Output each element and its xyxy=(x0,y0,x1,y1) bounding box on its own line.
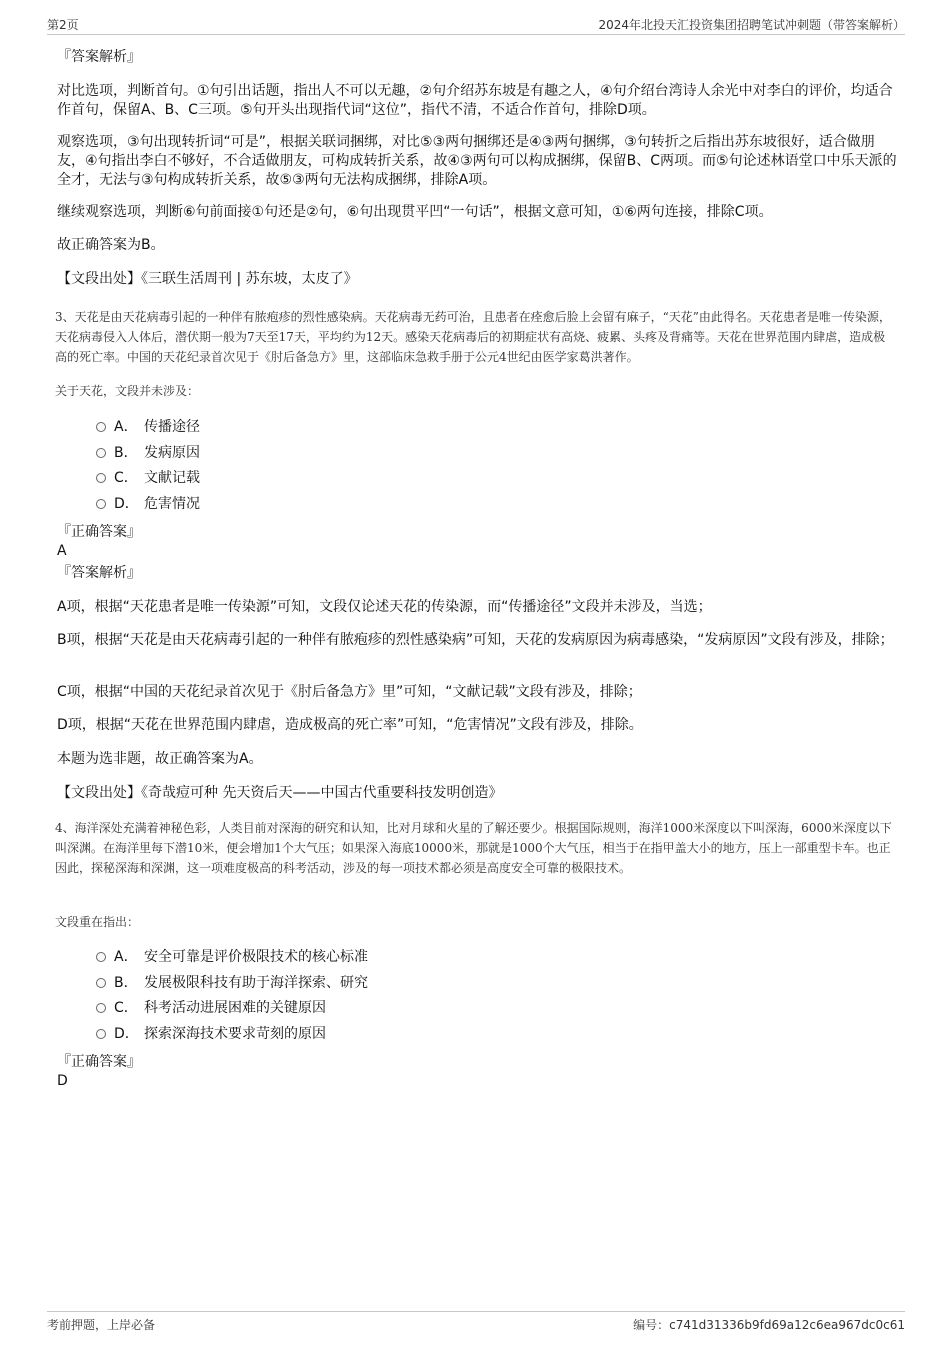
q4-correct-label: 『正确答案』 xyxy=(57,1054,141,1070)
radio-icon[interactable] xyxy=(96,952,106,962)
q3-source: 【文段出处】《奇哉痘可种 先天资后天——中国古代重要科技发明创造》 xyxy=(57,785,503,801)
q2-analysis-p2: 观察选项，③句出现转折词“可是”，根据关联词捆绑，对比⑤③两句捆绑还是④③两句捆绑，③句转折之后指出苏东坡很好，适合做朋友，④句指出李白不够好，不合适做朋友，可构成转折关系，故④③两句可以构成捆绑，保留B、C两项。而⑤句论述林语堂口中乐天派的全才，无法与③句构成转折关系，故⑤③两句无法构成捆绑，排除A项。 xyxy=(57,134,897,188)
q2-analysis-p4: 故正确答案为B。 xyxy=(57,237,165,253)
q2-analysis-p1: 对比选项，判断首句。①句引出话题，指出人不可以无趣，②句介绍苏东坡是有趣之人，④句介绍台湾诗人余光中对李白的评价，均适合作首句，保留A、B、C三项。⑤句开头出现指代词“这位”，指代不清，不适合作首句，排除D项。 xyxy=(57,83,893,118)
q4-correct-answer: D xyxy=(57,1073,68,1089)
q3-option-a[interactable]: A． 传播途径 xyxy=(96,417,200,443)
q3-analysis-c: C项，根据“中国的天花纪录首次见于《肘后备急方》里”可知，“文献记载”文段有涉及，排除； xyxy=(57,684,642,700)
q3-correct-answer: A xyxy=(57,543,67,559)
page-number: 第2页 xyxy=(47,18,79,32)
q3-analysis-d: D项，根据“天花在世界范围内肆虐，造成极高的死亡率”可知，“危害情况”文段有涉及，排除。 xyxy=(57,717,643,733)
page-header xyxy=(47,14,905,35)
radio-icon[interactable] xyxy=(96,978,106,988)
q3-options xyxy=(96,417,200,520)
q2-analysis-label: 『答案解析』 xyxy=(57,49,141,65)
q4-option-b[interactable]: B． 发展极限科技有助于海洋探索、研究 xyxy=(96,973,368,999)
radio-icon[interactable] xyxy=(96,1029,106,1039)
document-title: 2024年北投天汇投资集团招聘笔试冲刺题（带答案解析） xyxy=(598,18,905,32)
radio-icon[interactable] xyxy=(96,499,106,509)
q2-analysis-p3: 继续观察选项，判断⑥句前面接①句还是②句，⑥句出现贯平凹“一句话”，根据文意可知，①⑥两句连接，排除C项。 xyxy=(57,204,773,220)
radio-icon[interactable] xyxy=(96,448,106,458)
q3-analysis-b: B项，根据“天花是由天花病毒引起的一种伴有脓疱疹的烈性感染病”可知，天花的发病原因为病毒感染，“发病原因”文段有涉及，排除； xyxy=(57,632,894,648)
radio-icon[interactable] xyxy=(96,1003,106,1013)
q4-text: 4、海洋深处充满着神秘色彩，人类目前对深海的研究和认知，比对月球和火星的了解还要少。根据国际规则，海洋1000米深度以下叫深海，6000米深度以下叫深渊。在海洋里每下潜10米，便会增加1个大气压；如果深入海底10000米，那就是1000个大气压，相当于在指甲盖大小的地方，压上一部重型卡车。也正因此，探秘深海和深渊，这一项难度极高的科考活动，涉及的每一项技术都必须是高度安全可靠的极限技术。 xyxy=(55,821,892,875)
document-code: 编号：c741d31336b9fd69a12c6ea967dc0c61 xyxy=(633,1318,905,1332)
q3-option-d[interactable]: D． 危害情况 xyxy=(96,494,200,520)
q4-option-d[interactable]: D． 探索深海技术要求苛刻的原因 xyxy=(96,1024,368,1050)
q4-prompt: 文段重在指出： xyxy=(55,915,140,929)
radio-icon[interactable] xyxy=(96,473,106,483)
q3-correct-label: 『正确答案』 xyxy=(57,524,141,540)
q2-source: 【文段出处】《三联生活周刊 | 苏东坡，太皮了》 xyxy=(57,271,358,287)
q4-options xyxy=(96,947,368,1050)
q3-option-b[interactable]: B． 发病原因 xyxy=(96,443,200,469)
radio-icon[interactable] xyxy=(96,422,106,432)
q3-prompt: 关于天花，文段并未涉及： xyxy=(55,384,200,398)
q3-analysis-label: 『答案解析』 xyxy=(57,565,141,581)
q4-option-a[interactable]: A． 安全可靠是评价极限技术的核心标准 xyxy=(96,947,368,973)
footer-slogan: 考前押题，上岸必备 xyxy=(47,1318,156,1332)
q3-analysis-conclusion: 本题为选非题，故正确答案为A。 xyxy=(57,751,263,767)
q4-option-c[interactable]: C． 科考活动进展困难的关键原因 xyxy=(96,998,368,1024)
q3-text: 3、天花是由天花病毒引起的一种伴有脓疱疹的烈性感染病。天花病毒无药可治，且患者在痊愈后脸上会留有麻子，“天花”由此得名。天花患者是唯一传染源，天花病毒侵入人体后，潜伏期一般为7天至17天，平均约为12天。感染天花病毒后的初期症状有高烧、疲累、头疼及背痛等。天花在世界范围内肆虐，造成极高的死亡率。中国的天花纪录首次见于《肘后备急方》里，这部临床急救手册于公元4世纪由医学家葛洪著作。 xyxy=(55,310,891,364)
q3-analysis-a: A项，根据“天花患者是唯一传染源”可知，文段仅论述天花的传染源，而“传播途径”文段并未涉及，当选； xyxy=(57,599,712,615)
q3-option-c[interactable]: C． 文献记载 xyxy=(96,468,200,494)
page-footer xyxy=(47,1311,905,1332)
